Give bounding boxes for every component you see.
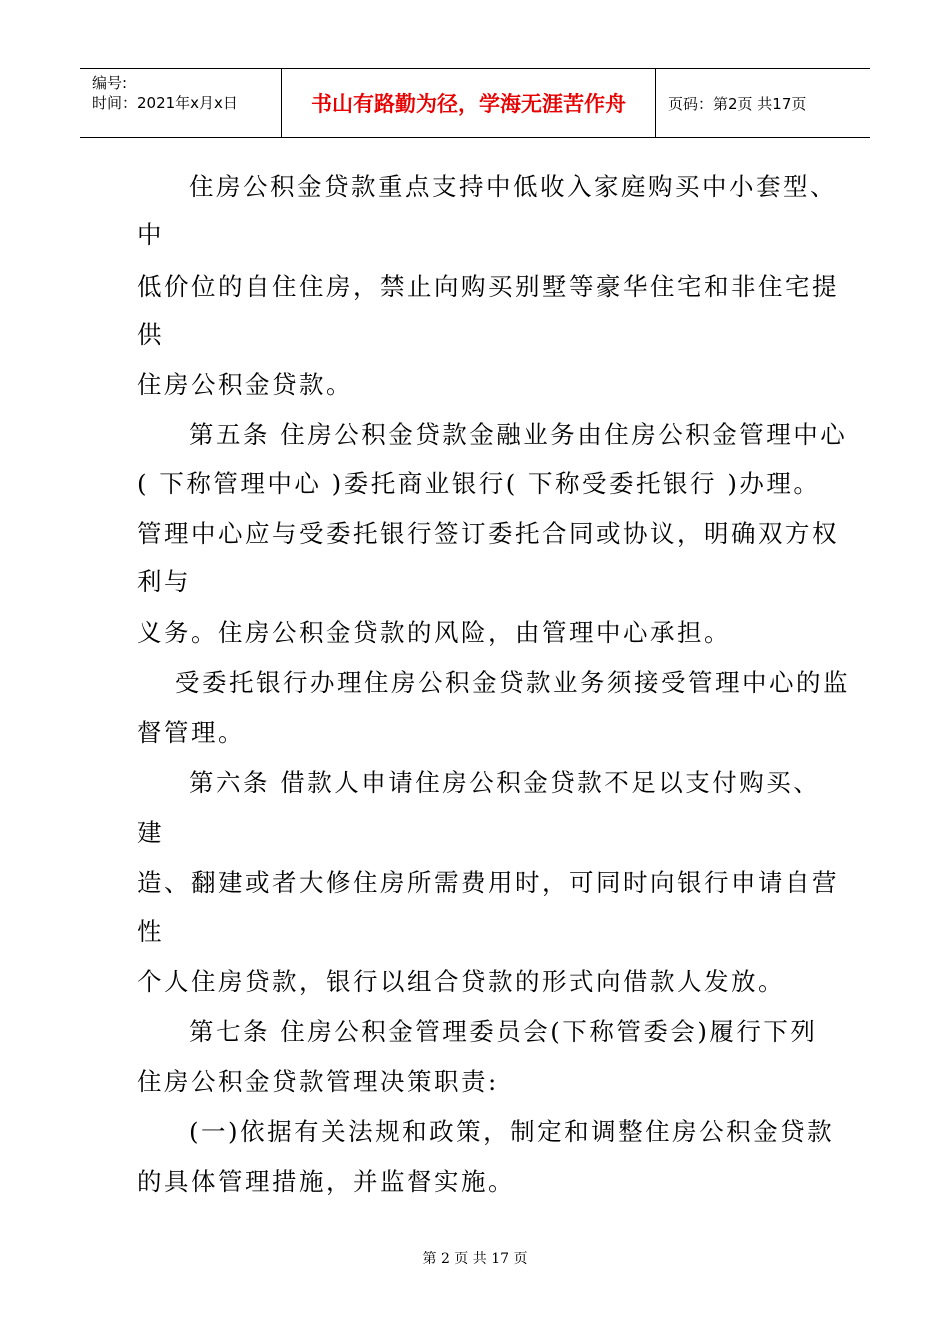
header-motto: 书山有路勤为径，学海无涯苦作舟 bbox=[282, 69, 656, 137]
body-line: 中 bbox=[137, 220, 164, 249]
body-line: 建 bbox=[137, 818, 164, 847]
body-line: 造、翻建或者大修住房所需费用时，可同时向银行申请自营 bbox=[137, 868, 839, 897]
body-line: 督管理。 bbox=[137, 718, 245, 747]
body-line: 的具体管理措施，并监督实施。 bbox=[137, 1167, 515, 1196]
header-page-info: 页码：第2页 共17页 bbox=[668, 94, 807, 113]
body-line: 住房公积金贷款重点支持中低收入家庭购买中小套型、 bbox=[189, 172, 837, 201]
document-date: 时间：2021年x月x日 bbox=[92, 94, 238, 112]
body-line: 受委托银行办理住房公积金贷款业务须接受管理中心的监 bbox=[175, 668, 850, 697]
header-meta bbox=[80, 69, 282, 137]
body-line: 低价位的自住住房，禁止向购买别墅等豪华住宅和非住宅提 bbox=[137, 272, 839, 301]
page-footer: 第 2 页 共 17 页 bbox=[422, 1251, 528, 1267]
body-line: (一)依据有关法规和政策，制定和调整住房公积金贷款 bbox=[189, 1117, 835, 1146]
document-number-label: 编号: bbox=[92, 74, 128, 92]
body-line: 利与 bbox=[137, 567, 191, 596]
body-line: ( 下称管理中心 )委托商业银行( 下称受委托银行 )办理。 bbox=[137, 469, 821, 498]
body-line: 管理中心应与受委托银行签订委托合同或协议，明确双方权 bbox=[137, 519, 839, 548]
body-line: 第七条 住房公积金管理委员会(下称管委会)履行下列 bbox=[189, 1017, 818, 1046]
body-line: 性 bbox=[137, 917, 164, 946]
page-header bbox=[80, 68, 870, 138]
body-line: 供 bbox=[137, 320, 164, 349]
body-line: 住房公积金贷款。 bbox=[137, 370, 353, 399]
body-line: 第五条 住房公积金贷款金融业务由住房公积金管理中心 bbox=[189, 420, 848, 449]
body-line: 个人住房贷款，银行以组合贷款的形式向借款人发放。 bbox=[137, 967, 785, 996]
body-line: 义务。住房公积金贷款的风险，由管理中心承担。 bbox=[137, 618, 731, 647]
body-line: 第六条 借款人申请住房公积金贷款不足以支付购买、 bbox=[189, 768, 821, 797]
body-line: 住房公积金贷款管理决策职责: bbox=[137, 1067, 499, 1096]
